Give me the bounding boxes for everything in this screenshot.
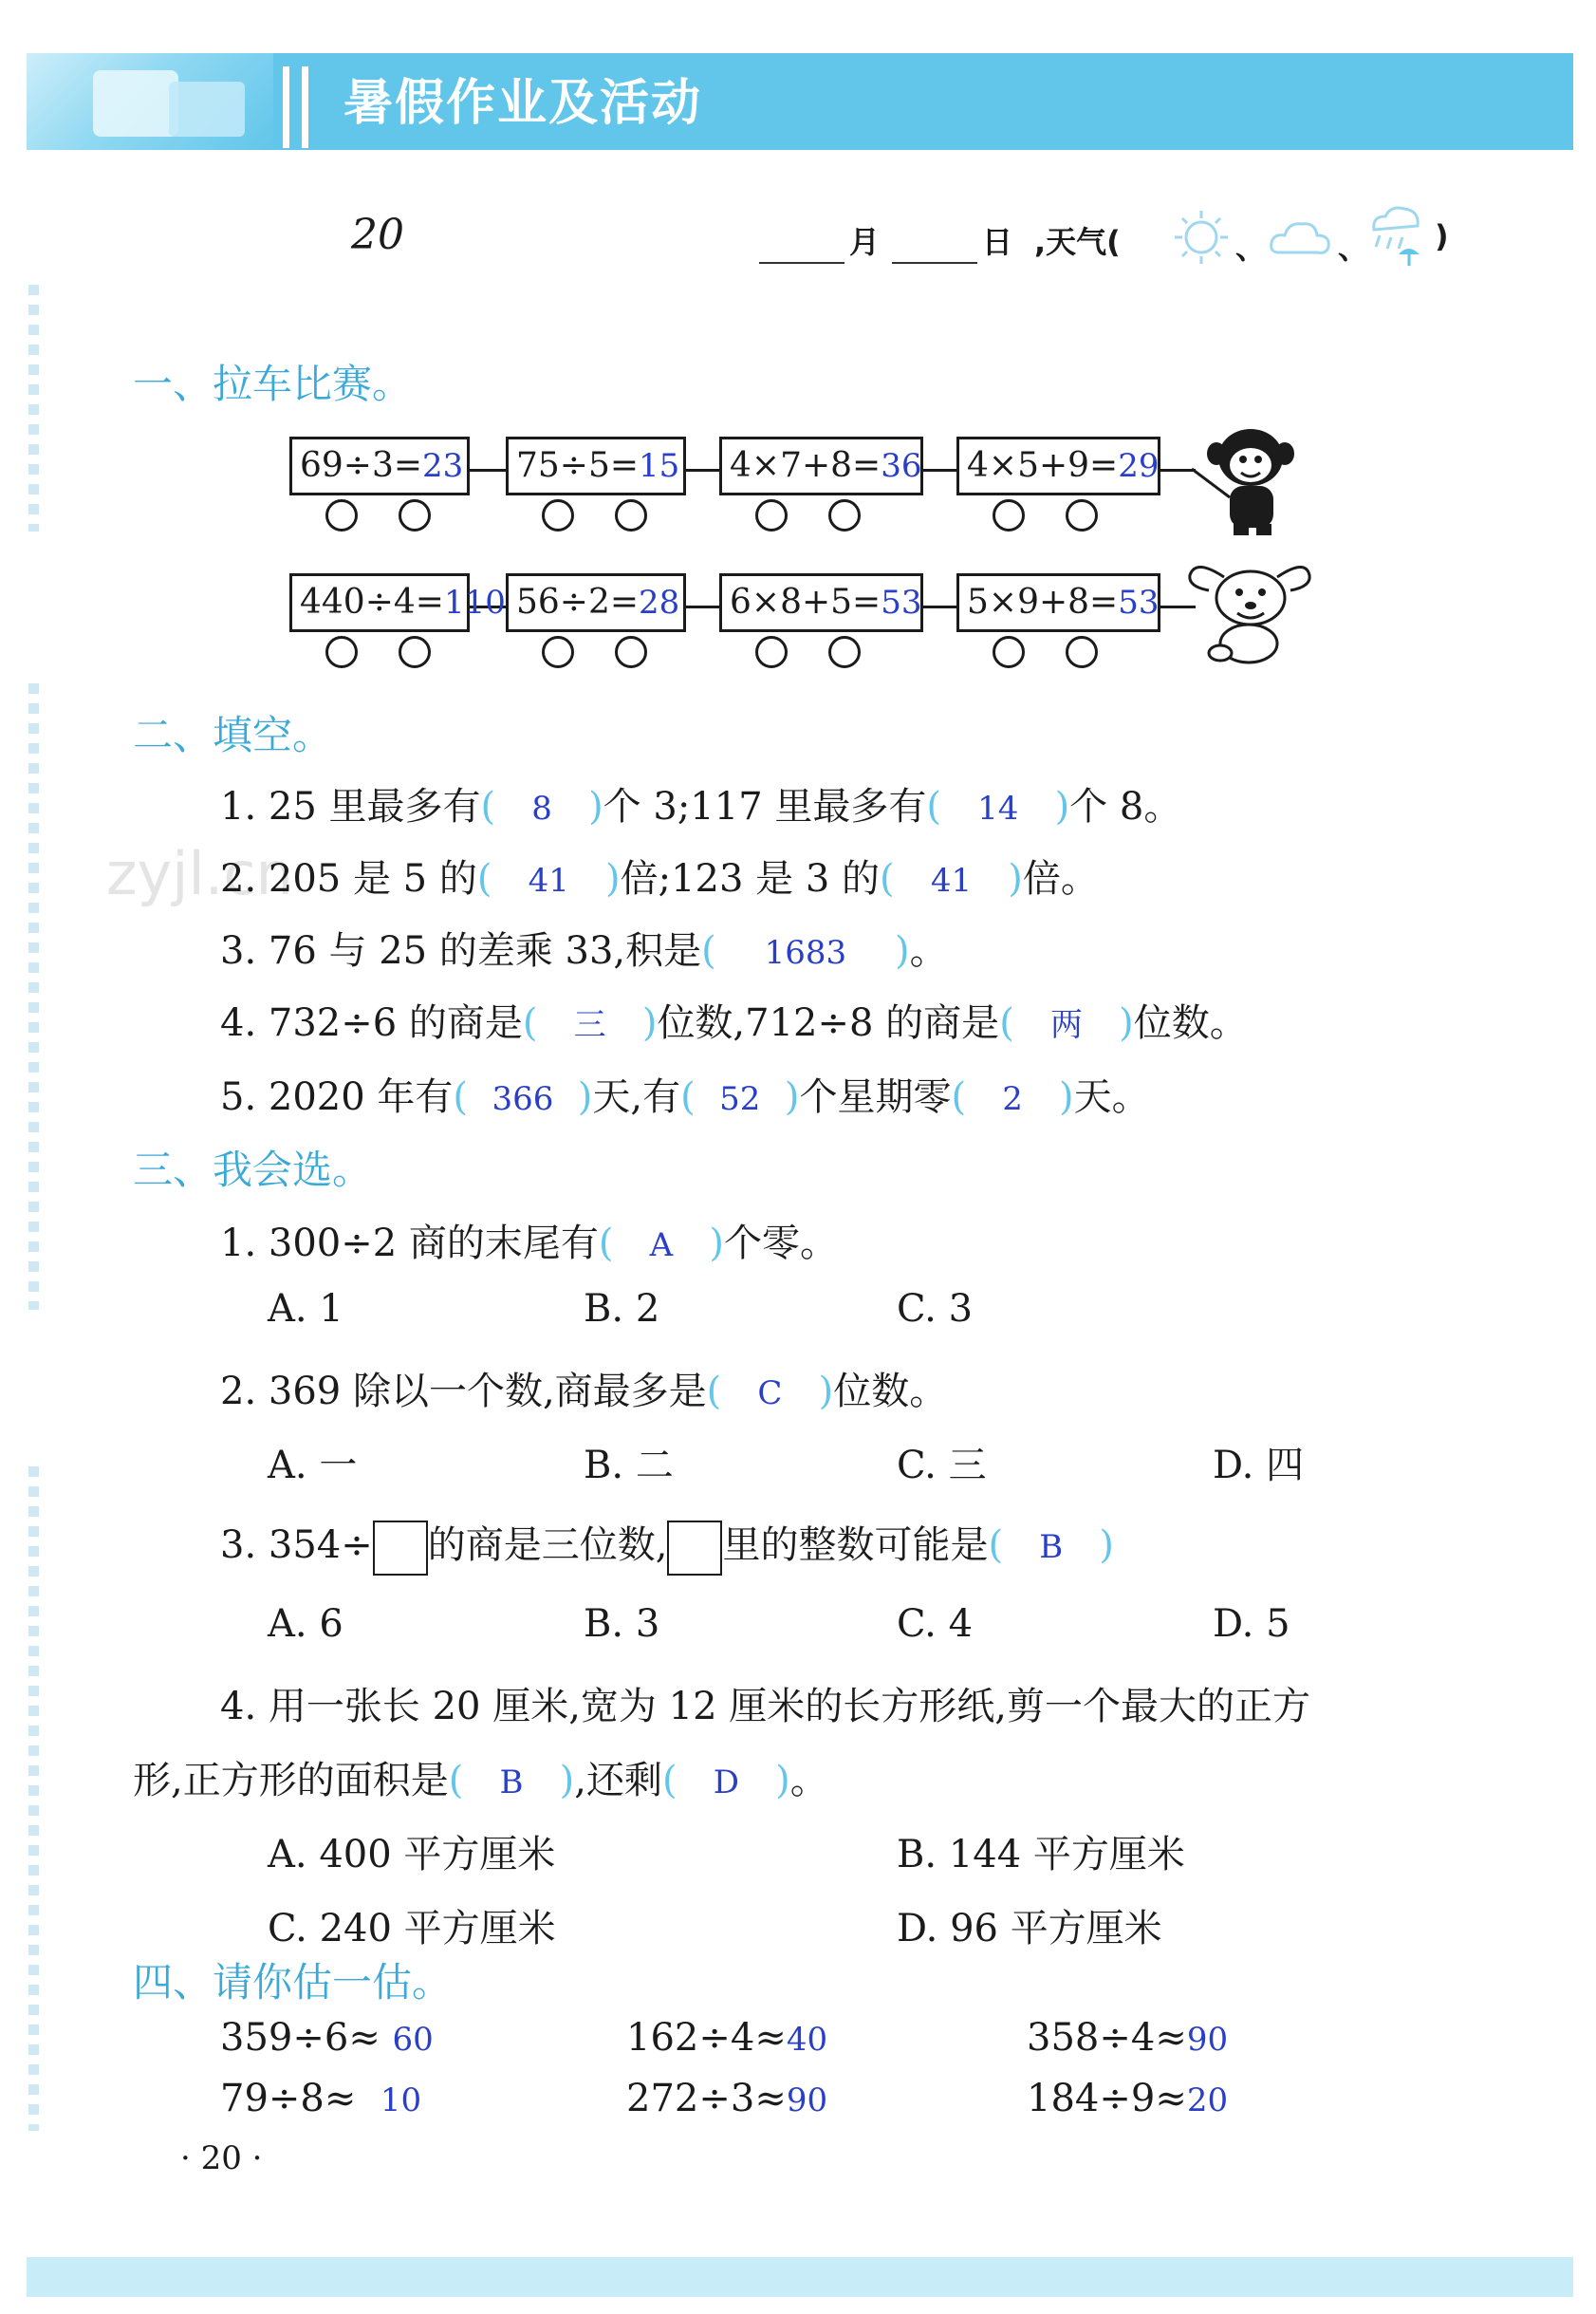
paren: ) (1099, 1523, 1114, 1567)
weather-sep: 、 (1235, 230, 1267, 266)
answer: 2 (1002, 1080, 1023, 1118)
train-car (956, 573, 1160, 632)
answer: 8 (531, 790, 552, 828)
answer: 41 (528, 862, 569, 900)
estimate-expression: 184÷9≈ (1027, 2077, 1187, 2120)
paren: ) (1119, 1001, 1134, 1045)
section-title: 一、拉车比赛。 (133, 361, 413, 407)
answer: 366 (492, 1080, 554, 1118)
paren: ) (559, 1759, 575, 1802)
train-link (920, 606, 958, 608)
estimate-item (1027, 2077, 1228, 2120)
option: A. 一 (268, 1444, 358, 1487)
day-label: 日 (982, 224, 1013, 260)
paren: ) (818, 1370, 834, 1413)
car-answer: 110 (443, 584, 506, 622)
paren: ( (951, 1075, 967, 1119)
car-answer: 36 (881, 447, 922, 485)
answer: B (499, 1763, 524, 1801)
question-text: 。 (789, 1759, 828, 1802)
wheel (399, 499, 431, 532)
monkey-icon (1192, 423, 1306, 541)
estimate-answer: 20 (1186, 2081, 1229, 2119)
question-text: 里的整数可能是 (722, 1523, 989, 1567)
blank-box (373, 1521, 428, 1576)
question-text: 2. 205 是 5 的 (220, 857, 477, 901)
paren: ( (448, 1759, 464, 1802)
option: C. 240 平方厘米 (268, 1907, 556, 1950)
month-label: 月 (849, 224, 881, 260)
question-text: 个零。 (724, 1222, 838, 1265)
wheel (1066, 636, 1098, 668)
question-text: 位数。 (833, 1370, 948, 1413)
car-expression: 75÷5= (516, 446, 640, 485)
estimate-expression: 79÷8≈ (220, 2077, 357, 2120)
paren: ( (598, 1222, 614, 1265)
estimate-item (220, 2016, 434, 2060)
paren: ) (588, 785, 603, 829)
estimate-answer: 40 (786, 2021, 828, 2059)
question-text: 个 3;117 里最多有 (603, 785, 927, 829)
paren: ) (784, 1075, 800, 1119)
paren: ( (706, 1370, 722, 1413)
question-text: 5. 2020 年有 (220, 1075, 454, 1119)
answer: 三 (573, 1006, 606, 1044)
option: C. 三 (897, 1444, 987, 1487)
paren: ( (476, 857, 492, 901)
question-text: 1. 300÷2 商的末尾有 (220, 1222, 599, 1265)
watermark: zyjl.cn (106, 839, 293, 908)
paren: ) (709, 1222, 724, 1265)
car-expression: 4×5+9= (967, 446, 1119, 485)
page-title: 暑假作业及活动 (343, 75, 703, 132)
section-title: 二、填空。 (133, 712, 333, 758)
wheel (399, 636, 431, 668)
section-title: 四、请你估一估。 (133, 1959, 453, 2006)
estimate-item (626, 2077, 827, 2120)
paren: ) (1008, 857, 1023, 901)
paren: ) (1059, 1075, 1074, 1119)
page-number: · 20 · (180, 2139, 263, 2177)
wheel (542, 636, 574, 668)
train-link (1158, 469, 1196, 472)
train-link (920, 469, 958, 472)
train-car (956, 437, 1160, 495)
car-expression: 69÷3= (300, 446, 423, 485)
question-text: 个 8。 (1069, 785, 1182, 829)
section-title: 三、我会选。 (133, 1147, 373, 1193)
banner-bar (283, 66, 289, 148)
question-text: 倍。 (1022, 857, 1099, 901)
wheel (325, 499, 358, 532)
estimate-answer: 90 (786, 2081, 828, 2119)
question-text: 位数。 (1133, 1001, 1248, 1045)
estimate-answer: 60 (392, 2021, 434, 2059)
estimate-answer: 10 (380, 2081, 422, 2119)
answer: C (757, 1374, 783, 1412)
weather-sep: 、 (1338, 230, 1369, 266)
choice-question (220, 1361, 947, 1415)
answer: A (649, 1226, 674, 1264)
paren: ( (988, 1523, 1004, 1567)
question-text: 3. 354÷ (220, 1523, 373, 1567)
question-text: 4. 用一张长 20 厘米,宽为 12 厘米的长方形纸,剪一个最大的正方 (220, 1685, 1310, 1728)
question-text: 4. 732÷6 的商是 (220, 1001, 523, 1045)
wheel (615, 499, 647, 532)
choice-question (220, 1515, 1114, 1576)
choice-question (133, 1750, 828, 1804)
train-car (506, 573, 686, 632)
car-expression: 4×7+8= (730, 446, 882, 485)
car-answer: 29 (1118, 447, 1160, 485)
dog-icon (1186, 558, 1313, 668)
paren: ( (661, 1759, 677, 1802)
train-link (467, 469, 509, 472)
paren: ) (641, 1001, 658, 1045)
weather-label: ,天气( (1034, 224, 1121, 260)
train-car (719, 437, 923, 495)
wheel (828, 636, 861, 668)
estimate-item (220, 2077, 421, 2120)
question-text: 个星期零 (799, 1075, 952, 1119)
margin-rule (28, 285, 39, 532)
option: D. 四 (1213, 1444, 1305, 1487)
wheel (993, 499, 1025, 532)
paren: ( (880, 857, 895, 901)
estimate-expression: 359÷6≈ (220, 2016, 380, 2060)
margin-rule (28, 683, 39, 1310)
train-link (683, 606, 721, 608)
option: B. 二 (584, 1444, 674, 1487)
paren: ) (775, 1759, 790, 1802)
paren: ( (522, 1001, 538, 1045)
paren: ( (999, 1001, 1014, 1045)
option: D. 96 平方厘米 (897, 1907, 1162, 1950)
question-text: 。 (909, 929, 948, 973)
question-text: 1. 25 里最多有 (220, 785, 481, 829)
answer: 52 (719, 1080, 761, 1118)
wheel (755, 499, 788, 532)
question-text: 3. 76 与 25 的差乘 33,积是 (220, 929, 702, 973)
answer: 14 (977, 790, 1019, 828)
paren: ) (1054, 785, 1070, 829)
fill-question (220, 849, 1099, 903)
car-answer: 53 (881, 584, 922, 622)
option: C. 4 (897, 1602, 974, 1646)
answer: B (1039, 1528, 1064, 1566)
option: A. 6 (268, 1602, 343, 1646)
car-answer: 53 (1118, 584, 1160, 622)
question-text: 位数,712÷8 的商是 (657, 1001, 1000, 1045)
wheel (325, 636, 358, 668)
date-year: 20 (351, 211, 404, 259)
estimate-answer: 90 (1186, 2021, 1229, 2059)
car-expression: 6×8+5= (730, 583, 882, 622)
paren: ) (577, 1075, 593, 1119)
estimate-item (1027, 2016, 1228, 2060)
fill-question (220, 1067, 1150, 1121)
wheel (828, 499, 861, 532)
choice-question (220, 1213, 838, 1267)
paren: ( (453, 1075, 468, 1119)
paren: ( (926, 785, 941, 829)
train-car (289, 437, 470, 495)
wheel (993, 636, 1025, 668)
question-text: 天。 (1073, 1075, 1150, 1119)
car-expression: 5×9+8= (967, 583, 1119, 622)
fill-question (220, 993, 1248, 1047)
option: B. 2 (584, 1287, 660, 1331)
option: A. 400 平方厘米 (268, 1833, 556, 1876)
answer: 两 (1049, 1006, 1083, 1044)
wheel (615, 636, 647, 668)
question-text: 天,有 (592, 1075, 681, 1119)
train-link (683, 469, 721, 472)
option: B. 3 (584, 1602, 660, 1646)
option: B. 144 平方厘米 (897, 1833, 1185, 1876)
option: A. 1 (268, 1287, 343, 1331)
wheel (1066, 499, 1098, 532)
question-text: 的商是三位数, (427, 1523, 668, 1567)
paren: ( (701, 929, 716, 973)
train-car (719, 573, 923, 632)
question-text: 形,正方形的面积是 (133, 1759, 449, 1802)
weather-close: ) (1435, 218, 1449, 254)
estimate-expression: 272÷3≈ (626, 2077, 787, 2120)
answer: 41 (930, 862, 973, 900)
day-blank (892, 262, 977, 264)
car-answer: 15 (639, 447, 680, 485)
margin-rule (28, 1466, 39, 2131)
car-answer: 28 (639, 584, 680, 622)
wheel (542, 499, 574, 532)
estimate-expression: 162÷4≈ (626, 2016, 787, 2060)
train-car (289, 573, 506, 632)
cloud-icon (1268, 215, 1334, 262)
paren: ( (480, 785, 496, 829)
month-blank (759, 262, 844, 264)
fill-question (220, 921, 948, 975)
answer: D (713, 1763, 739, 1801)
car-expression: 56÷2= (516, 583, 640, 622)
car-answer: 23 (422, 447, 464, 485)
paren: ( (680, 1075, 696, 1119)
question-text: ,还剩 (574, 1759, 662, 1802)
question-text: 倍;123 是 3 的 (620, 857, 881, 901)
fill-question (220, 776, 1181, 830)
wheel (755, 636, 788, 668)
blank-box (667, 1521, 722, 1576)
train-car (506, 437, 686, 495)
sun-icon (1173, 209, 1230, 266)
option: D. 5 (1213, 1602, 1290, 1646)
estimate-expression: 358÷4≈ (1027, 2016, 1187, 2060)
question-text: 2. 369 除以一个数,商最多是 (220, 1370, 707, 1413)
paren: ) (895, 929, 910, 973)
car-expression: 440÷4= (300, 583, 444, 622)
estimate-item (626, 2016, 827, 2060)
footer-band (27, 2257, 1573, 2297)
paren: ) (605, 857, 621, 901)
banner-bar (302, 66, 308, 148)
rain-icon (1366, 201, 1427, 268)
option: C. 3 (897, 1287, 974, 1331)
answer: 1683 (764, 934, 847, 972)
header-photo (27, 53, 273, 150)
